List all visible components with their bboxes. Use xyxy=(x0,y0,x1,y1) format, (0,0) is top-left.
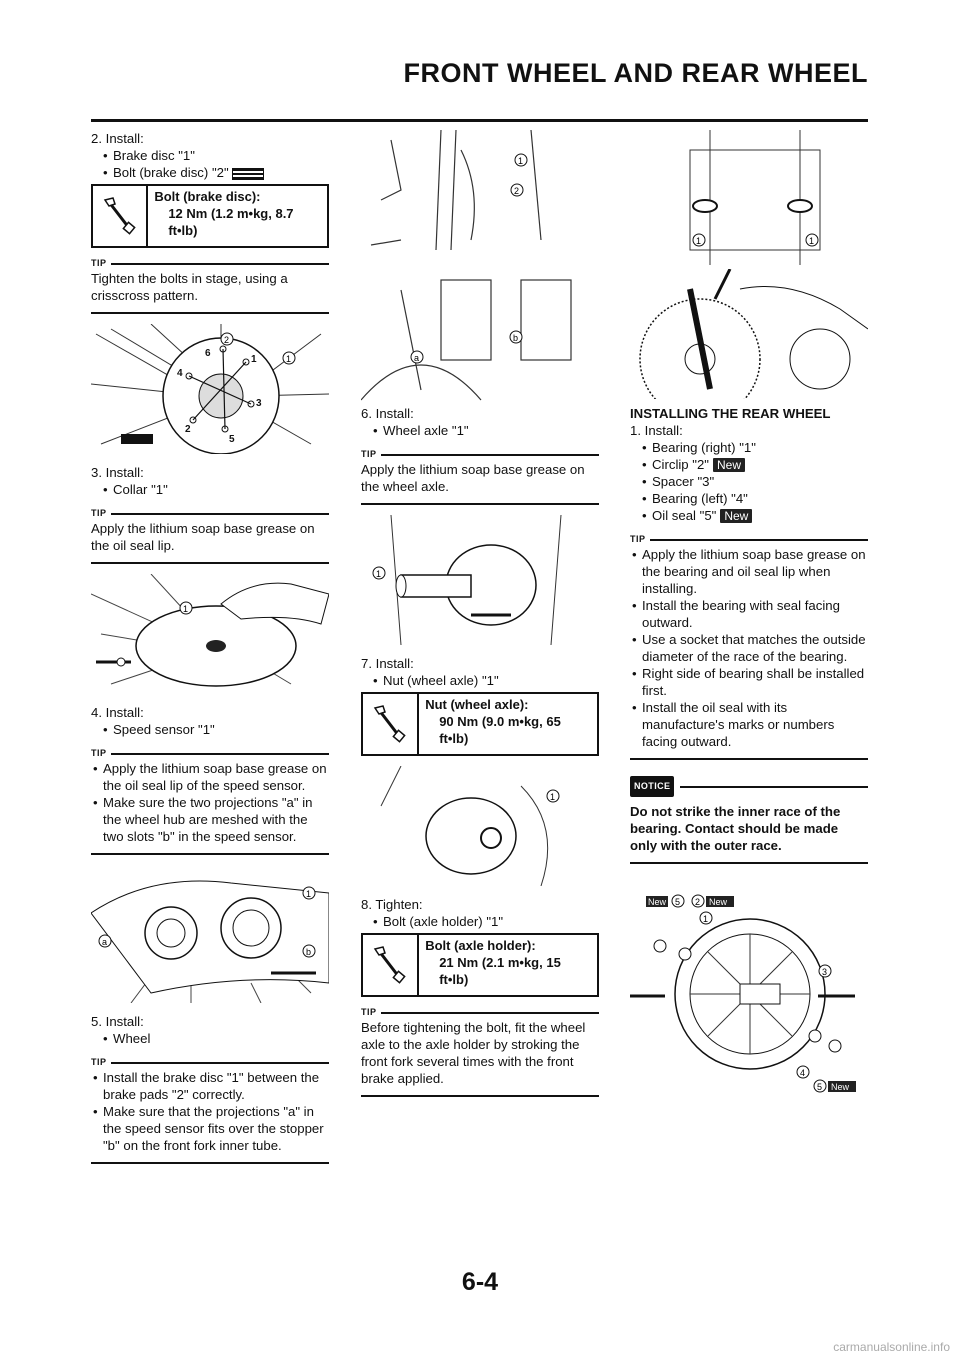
callout: 1 xyxy=(251,354,257,365)
svg-text:New: New xyxy=(648,897,667,907)
column-2 xyxy=(361,130,599,1097)
figure-front-fork-stroke xyxy=(630,269,868,399)
header-rule xyxy=(91,119,868,122)
torque-wrench-icon xyxy=(93,186,148,246)
step-1-item: • Circlip "2" New xyxy=(640,456,868,473)
step-1-item: • Bearing (right) "1" xyxy=(640,439,868,456)
figure-wheel-axle xyxy=(361,515,599,645)
svg-text:1: 1 xyxy=(518,156,524,166)
step-2-item: • Brake disc "1" xyxy=(101,147,329,164)
callout: 5 xyxy=(229,434,235,445)
notice-text: Do not strike the inner race of the bearing. Contact should be made only with the outer race. xyxy=(630,797,868,864)
figure-speed-sensor xyxy=(91,873,329,1003)
spec-box-wheel-axle-nut xyxy=(361,692,599,756)
step-2: 2. Install: xyxy=(91,131,144,146)
tip-box: TIP • Apply the lithium soap base grease on the bearing and oil seal lip when installing. • Install the bearing with seal facing outward. • Use a socket that matches the outside diameter of the race of the bearing. • Right side of bearing shall be installed first. • Install the oil seal with its manufacture's marks or numbers facing outward. xyxy=(630,534,868,760)
svg-text:New: New xyxy=(709,897,728,907)
tip-text: Apply the lithium soap base grease on the oil seal lip. xyxy=(91,521,315,553)
figure-rear-wheel-bearings xyxy=(630,884,868,1114)
tip-text: • Apply the lithium soap base grease on the oil seal lip of the speed sensor. xyxy=(91,760,329,794)
spec-name: Bolt (brake disc): xyxy=(154,189,261,204)
step-2-item: • Bolt (brake disc) "2" xyxy=(101,164,329,181)
page-title: FRONT WHEEL AND REAR WHEEL xyxy=(403,58,868,88)
svg-text:1: 1 xyxy=(809,236,815,246)
spec-box-axle-holder-bolt xyxy=(361,933,599,997)
svg-text:a: a xyxy=(102,937,108,947)
tip-box: TIP • Apply the lithium soap base grease on the oil seal lip of the speed sensor. • Make sure the two projections "a" in the wheel hub are meshed with the two slots "b" in the speed sensor. xyxy=(91,748,329,855)
callout: 6 xyxy=(205,348,211,359)
tip-text: • Apply the lithium soap base grease on the bearing and oil seal lip when installing. xyxy=(630,546,868,597)
step-6: 6. Install: xyxy=(361,406,414,421)
tip-text: • Install the oil seal with its manufacture's marks or numbers facing outward. xyxy=(630,699,868,750)
step-1-item: • Oil seal "5" New xyxy=(640,507,868,524)
tip-text: Apply the lithium soap base grease on the wheel axle. xyxy=(361,462,585,494)
torque-wrench-icon xyxy=(363,694,419,754)
svg-text:4: 4 xyxy=(800,1068,806,1078)
tip-text: Before tightening the bolt, fit the wheel axle to the axle holder by stroking the front fork several times with the front brake applied. xyxy=(361,1020,586,1086)
svg-text:1: 1 xyxy=(376,569,382,579)
svg-text:1: 1 xyxy=(183,604,189,614)
tip-box: TIP • Install the brake disc "1" between the brake pads "2" correctly. • Make sure that the projections "a" in the speed sensor fits over the stopper "b" on the front fork inner tube. xyxy=(91,1057,329,1164)
step-7-item: • Nut (wheel axle) "1" xyxy=(371,672,599,689)
svg-text:1: 1 xyxy=(696,236,702,246)
spec-value: 90 Nm (9.0 m•kg, 65 ft•lb) xyxy=(439,714,561,746)
tip-text: • Make sure the two projections "a" in the wheel hub are meshed with the two slots "b" in the speed sensor. xyxy=(91,794,329,845)
svg-text:b: b xyxy=(513,333,519,343)
tip-text: • Install the brake disc "1" between the brake pads "2" correctly. xyxy=(91,1069,329,1103)
column-3 xyxy=(630,130,868,1124)
svg-text:a: a xyxy=(414,353,420,363)
step-3-item: • Collar "1" xyxy=(101,481,329,498)
spec-value: 12 Nm (1.2 m•kg, 8.7 ft•lb) xyxy=(168,206,294,238)
torque-wrench-icon xyxy=(363,935,419,995)
tip-text: • Install the bearing with seal facing outward. xyxy=(630,597,868,631)
tip-text: • Make sure that the projections "a" in the speed sensor fits over the stopper "b" on the front fork inner tube. xyxy=(91,1103,329,1154)
spec-name: Bolt (axle holder): xyxy=(425,938,536,953)
new-badge: New xyxy=(720,509,752,523)
figure-collar xyxy=(91,574,329,694)
spec-box-brake-disc xyxy=(91,184,329,248)
figure-axle-nut xyxy=(361,766,599,886)
spec-value: 21 Nm (2.1 m•kg, 15 ft•lb) xyxy=(439,955,561,987)
tip-box: TIP Apply the lithium soap base grease on the wheel axle. xyxy=(361,449,599,505)
svg-text:5: 5 xyxy=(675,897,681,907)
svg-text:New: New xyxy=(831,1082,850,1092)
step-6-item: • Wheel axle "1" xyxy=(371,422,599,439)
callout: 3 xyxy=(256,398,262,409)
step-1-item: • Bearing (left) "4" xyxy=(640,490,868,507)
torque-wrench-icon xyxy=(232,168,264,180)
svg-text:1: 1 xyxy=(306,889,312,899)
spec-name: Nut (wheel axle): xyxy=(425,697,529,712)
tip-text: • Right side of bearing shall be installed first. xyxy=(630,665,868,699)
step-1-item: • Spacer "3" xyxy=(640,473,868,490)
notice-header xyxy=(630,776,868,797)
figure-brake-disc-bolts xyxy=(91,324,329,454)
figure-axle-holder-bolts xyxy=(630,130,868,265)
svg-text:1: 1 xyxy=(550,792,556,802)
svg-text:1: 1 xyxy=(703,914,709,924)
svg-text:2: 2 xyxy=(224,335,230,345)
step-5-item: • Wheel xyxy=(101,1030,329,1047)
step-1: 1. Install: xyxy=(630,423,683,438)
section-heading: INSTALLING THE REAR WHEEL xyxy=(630,406,831,421)
tip-text: Tighten the bolts in stage, using a crisscross pattern. xyxy=(91,271,288,303)
step-8: 8. Tighten: xyxy=(361,897,423,912)
callout: 4 xyxy=(177,368,183,379)
step-3: 3. Install: xyxy=(91,465,144,480)
step-7: 7. Install: xyxy=(361,656,414,671)
tip-box xyxy=(91,258,329,314)
tip-box: TIP Apply the lithium soap base grease on the oil seal lip. xyxy=(91,508,329,564)
svg-text:5: 5 xyxy=(817,1082,823,1092)
svg-text:2: 2 xyxy=(695,897,701,907)
new-badge: New xyxy=(713,458,745,472)
step-8-item: • Bolt (axle holder) "1" xyxy=(371,913,599,930)
svg-text:b: b xyxy=(306,947,312,957)
svg-text:3: 3 xyxy=(822,967,828,977)
step-4-item: • Speed sensor "1" xyxy=(101,721,329,738)
tip-text: • Use a socket that matches the outside diameter of the race of the bearing. xyxy=(630,631,868,665)
step-4: 4. Install: xyxy=(91,705,144,720)
notice-label: NOTICE xyxy=(630,776,674,797)
step-5: 5. Install: xyxy=(91,1014,144,1029)
callout: 2 xyxy=(185,424,191,435)
tip-box: TIP Before tightening the bolt, fit the wheel axle to the axle holder by stroking the front fork several times with the front brake applied. xyxy=(361,1007,599,1097)
figure-wheel-install xyxy=(361,130,599,405)
tip-label: TIP xyxy=(91,257,107,268)
page-number: 6-4 xyxy=(461,1268,499,1296)
svg-text:1: 1 xyxy=(286,354,292,364)
svg-text:2: 2 xyxy=(514,186,520,196)
watermark: carmanualsonline.info xyxy=(833,1340,950,1354)
column-1 xyxy=(91,130,329,1164)
